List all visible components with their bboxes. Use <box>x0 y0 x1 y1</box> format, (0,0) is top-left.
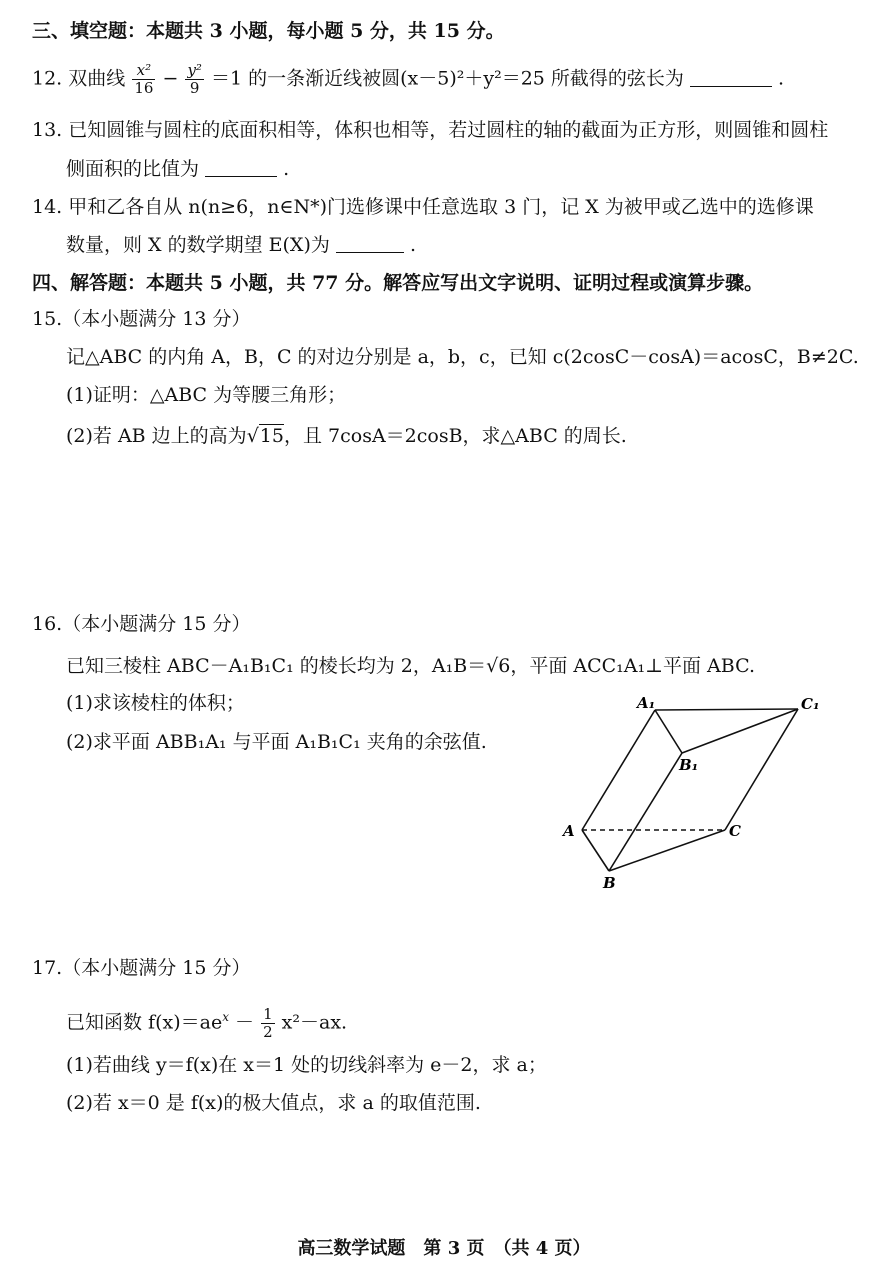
q12-end: . <box>778 67 785 90</box>
page-footer: 高三数学试题 第 3 页 （共 4 页） <box>297 1238 591 1259</box>
question-15-part1: (1)证明：△ABC 为等腰三角形； <box>66 384 347 406</box>
label-B1: B₁ <box>679 756 699 774</box>
q17-stem-post: x²－ax. <box>281 1011 348 1034</box>
q12-answer-blank[interactable] <box>690 70 772 87</box>
edge-A1-C1 <box>655 709 798 710</box>
question-15-title: 15.（本小题满分 13 分） <box>32 308 251 330</box>
label-B: B <box>603 874 616 892</box>
question-13-line2 <box>66 156 289 182</box>
q17-fraction <box>261 1006 275 1041</box>
edge-B-B1 <box>609 753 682 871</box>
q17-exponent: x <box>222 1010 229 1024</box>
edge-A-B <box>582 830 609 871</box>
label-C1: C₁ <box>801 695 820 713</box>
question-14-line2 <box>66 232 416 258</box>
q17-stem-pre: 已知函数 f(x)＝ae <box>66 1011 223 1034</box>
question-17-part1: (1)若曲线 y＝f(x)在 x＝1 处的切线斜率为 e－2，求 a； <box>66 1054 547 1076</box>
q17-frac-den: 2 <box>263 1022 273 1041</box>
q14-end: . <box>409 234 417 256</box>
q13-line2-pre: 侧面积的比值为 <box>66 158 200 180</box>
q15-sqrt-sign: √ <box>246 425 259 447</box>
q14-answer-blank[interactable] <box>336 236 404 253</box>
edge-C-C1 <box>725 709 798 830</box>
q14-line2-pre: 数量，则 X 的数学期望 E(X)为 <box>66 234 330 256</box>
question-12 <box>32 62 784 97</box>
q15-radicand: 15 <box>259 425 284 447</box>
q12-fraction-x <box>132 62 155 97</box>
question-14-line1: 14. 甲和乙各自从 n(n≥6，n∈N*)门选修课中任意选取 3 门，记 X 为被甲或乙选中的选修课 <box>32 196 814 218</box>
question-16-title: 16.（本小题满分 15 分） <box>32 613 251 635</box>
edge-B-C <box>609 830 725 871</box>
q12-fraction-y <box>185 62 204 97</box>
q17-frac-num: 1 <box>263 1004 273 1023</box>
q13-answer-blank[interactable] <box>205 160 277 177</box>
q12-frac1-den: 16 <box>134 79 154 97</box>
edge-A-A1 <box>582 710 655 830</box>
section4-heading: 四、解答题：本题共 5 小题，共 77 分。解答应写出文字说明、证明过程或演算步骤。 <box>32 272 764 294</box>
question-16-part2: (2)求平面 ABB₁A₁ 与平面 A₁B₁C₁ 夹角的余弦值. <box>66 731 487 753</box>
question-15-part2 <box>66 423 627 449</box>
q12-frac1-num: x² <box>132 62 155 80</box>
q17-minus: － <box>235 1011 255 1034</box>
section3-heading: 三、填空题：本题共 3 小题，每小题 5 分，共 15 分。 <box>32 20 505 42</box>
question-16-stem: 已知三棱柱 ABC－A₁B₁C₁ 的棱长均为 2，A₁B＝√6，平面 ACC₁A₁⊥平面 ABC. <box>66 655 755 677</box>
label-C: C <box>729 822 741 840</box>
q12-number: 12. <box>32 67 63 90</box>
q12-minus: − <box>162 67 179 90</box>
question-17-stem <box>66 1004 347 1041</box>
q12-frac2-den: 9 <box>189 79 200 97</box>
edge-B1-C1 <box>682 709 798 753</box>
question-16-part1: (1)求该棱柱的体积； <box>66 692 245 714</box>
edge-A1-B1 <box>655 710 682 753</box>
q12-pre: 双曲线 <box>68 67 126 90</box>
question-13-line1: 13. 已知圆锥与圆柱的底面积相等，体积也相等，若过圆柱的轴的截面为正方形，则圆锥和圆柱 <box>32 119 829 141</box>
q15-p2-post: ，且 7cosA＝2cosB，求△ABC 的周长. <box>283 425 627 447</box>
label-A: A <box>563 822 575 840</box>
question-17-part2: (2)若 x＝0 是 f(x)的极大值点，求 a 的取值范围. <box>66 1092 481 1114</box>
question-17-title: 17.（本小题满分 15 分） <box>32 957 251 979</box>
label-A1: A₁ <box>637 694 656 712</box>
q12-frac2-num: y² <box>187 61 202 79</box>
q12-post: ＝1 的一条渐近线被圆(x－5)²＋y²＝25 所截得的弦长为 <box>210 67 684 90</box>
q15-p2-pre: (2)若 AB 边上的高为 <box>66 425 247 447</box>
prism-figure <box>555 688 835 900</box>
question-15-stem: 记△ABC 的内角 A，B，C 的对边分别是 a，b，c，已知 c(2cosC－cosA)＝acosC，B≠2C. <box>66 346 859 368</box>
q13-end: . <box>283 158 290 180</box>
